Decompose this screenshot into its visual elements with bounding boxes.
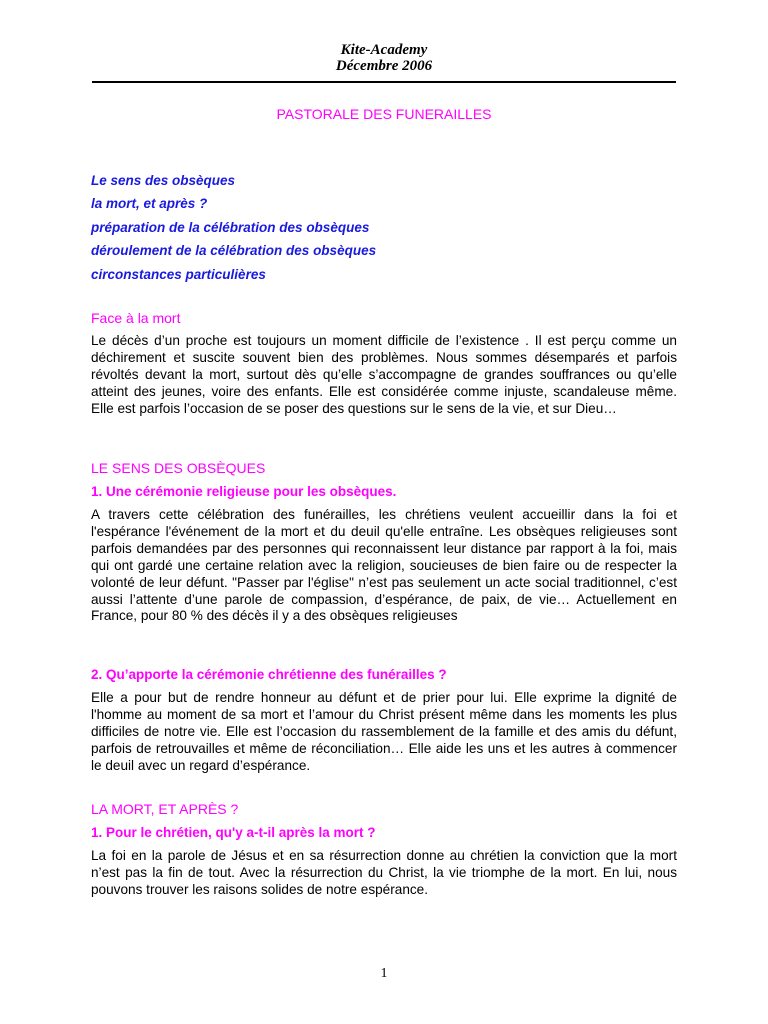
toc-item[interactable]: préparation de la célébration des obsèques [91, 219, 370, 235]
sens-paragraph-1: A travers cette célébration des funérailles, les chrétiens veulent accueillir dans la foi et l'espérance l'événement de la mort et du deuil qu'elle entraîne. Les obsèques religieuses sont parfois demandées par des personnes qui reconnaissent leur distance par rapport à la foi, mais qui ont gardé une certaine relation avec la religion, soucieuses de bien faire ou de respecter la volonté de leur défunt. "Passer par l'église" n’est pas seulement un acte social traditionnel, c’est aussi l’attente d’une parole de compassion, d’espérance, de paix, de vie… Actuellement en France, pour 80 % des décès il y a des obsèques religieuses [91, 507, 677, 624]
sens-paragraph-2: Elle a pour but de rendre honneur au défunt et de prier pour lui. Elle exprime la dignité de l'homme au moment de sa mort et l’amour du Christ présent même dans les moments les plus difficiles de notre vie. Elle est l’occasion du rassemblement de la famille et des amis du défunt, parfois de retrouvailles et même de réconciliation… Elle aide les uns et les autres à commencer le deuil avec un regard d’espérance. [91, 690, 677, 773]
document-header [0, 42, 768, 74]
toc-item[interactable]: déroulement de la célébration des obsèques [91, 243, 377, 259]
header-org: Kite-Academy [340, 42, 428, 58]
toc-item[interactable]: la mort, et après ? [91, 196, 208, 212]
header-date: Décembre 2006 [335, 58, 433, 74]
mort-paragraph-1: La foi en la parole de Jésus et en sa résurrection donne au chrétien la conviction que la mort n’est pas la fin de tout. Avec la résurrection du Christ, la vie triomphe de la mort. En lui, nous pouvons trouver les raisons solides de notre espérance. [91, 848, 677, 897]
document-title: PASTORALE DES FUNERAILLES [276, 106, 492, 122]
sens-subheading-2: 2. Qu’apporte la cérémonie chrétienne des funérailles ? [91, 667, 447, 682]
table-of-contents [91, 169, 376, 286]
header-rule [92, 81, 676, 83]
toc-item[interactable]: Le sens des obsèques [91, 173, 236, 188]
sens-heading: LE SENS DES OBSÈQUES [91, 460, 266, 476]
sens-subheading-1: 1. Une cérémonie religieuse pour les obsèques. [91, 484, 397, 499]
mort-subheading-1: 1. Pour le chrétien, qu'y a-t-il après la mort ? [91, 825, 376, 840]
face-paragraph: Le décès d’un proche est toujours un moment difficile de l’existence . Il est perçu comme un déchirement et suscite souvent bien des problèmes. Nous sommes désemparés et parfois révoltés devant la mort, surtout dès qu’elle s’accompagne de grandes souffrances ou qu’elle atteint des jeunes, voire des enfants. Elle est considérée comme injuste, scandaleuse même. Elle est parfois l’occasion de se poser des questions sur le sens de la vie, et sur Dieu… [91, 333, 677, 416]
toc-item[interactable]: circonstances particulières [91, 266, 266, 282]
face-heading: Face à la mort [91, 310, 181, 326]
page-number: 1 [380, 966, 388, 981]
mort-heading: LA MORT, ET APRÈS ? [91, 801, 239, 817]
